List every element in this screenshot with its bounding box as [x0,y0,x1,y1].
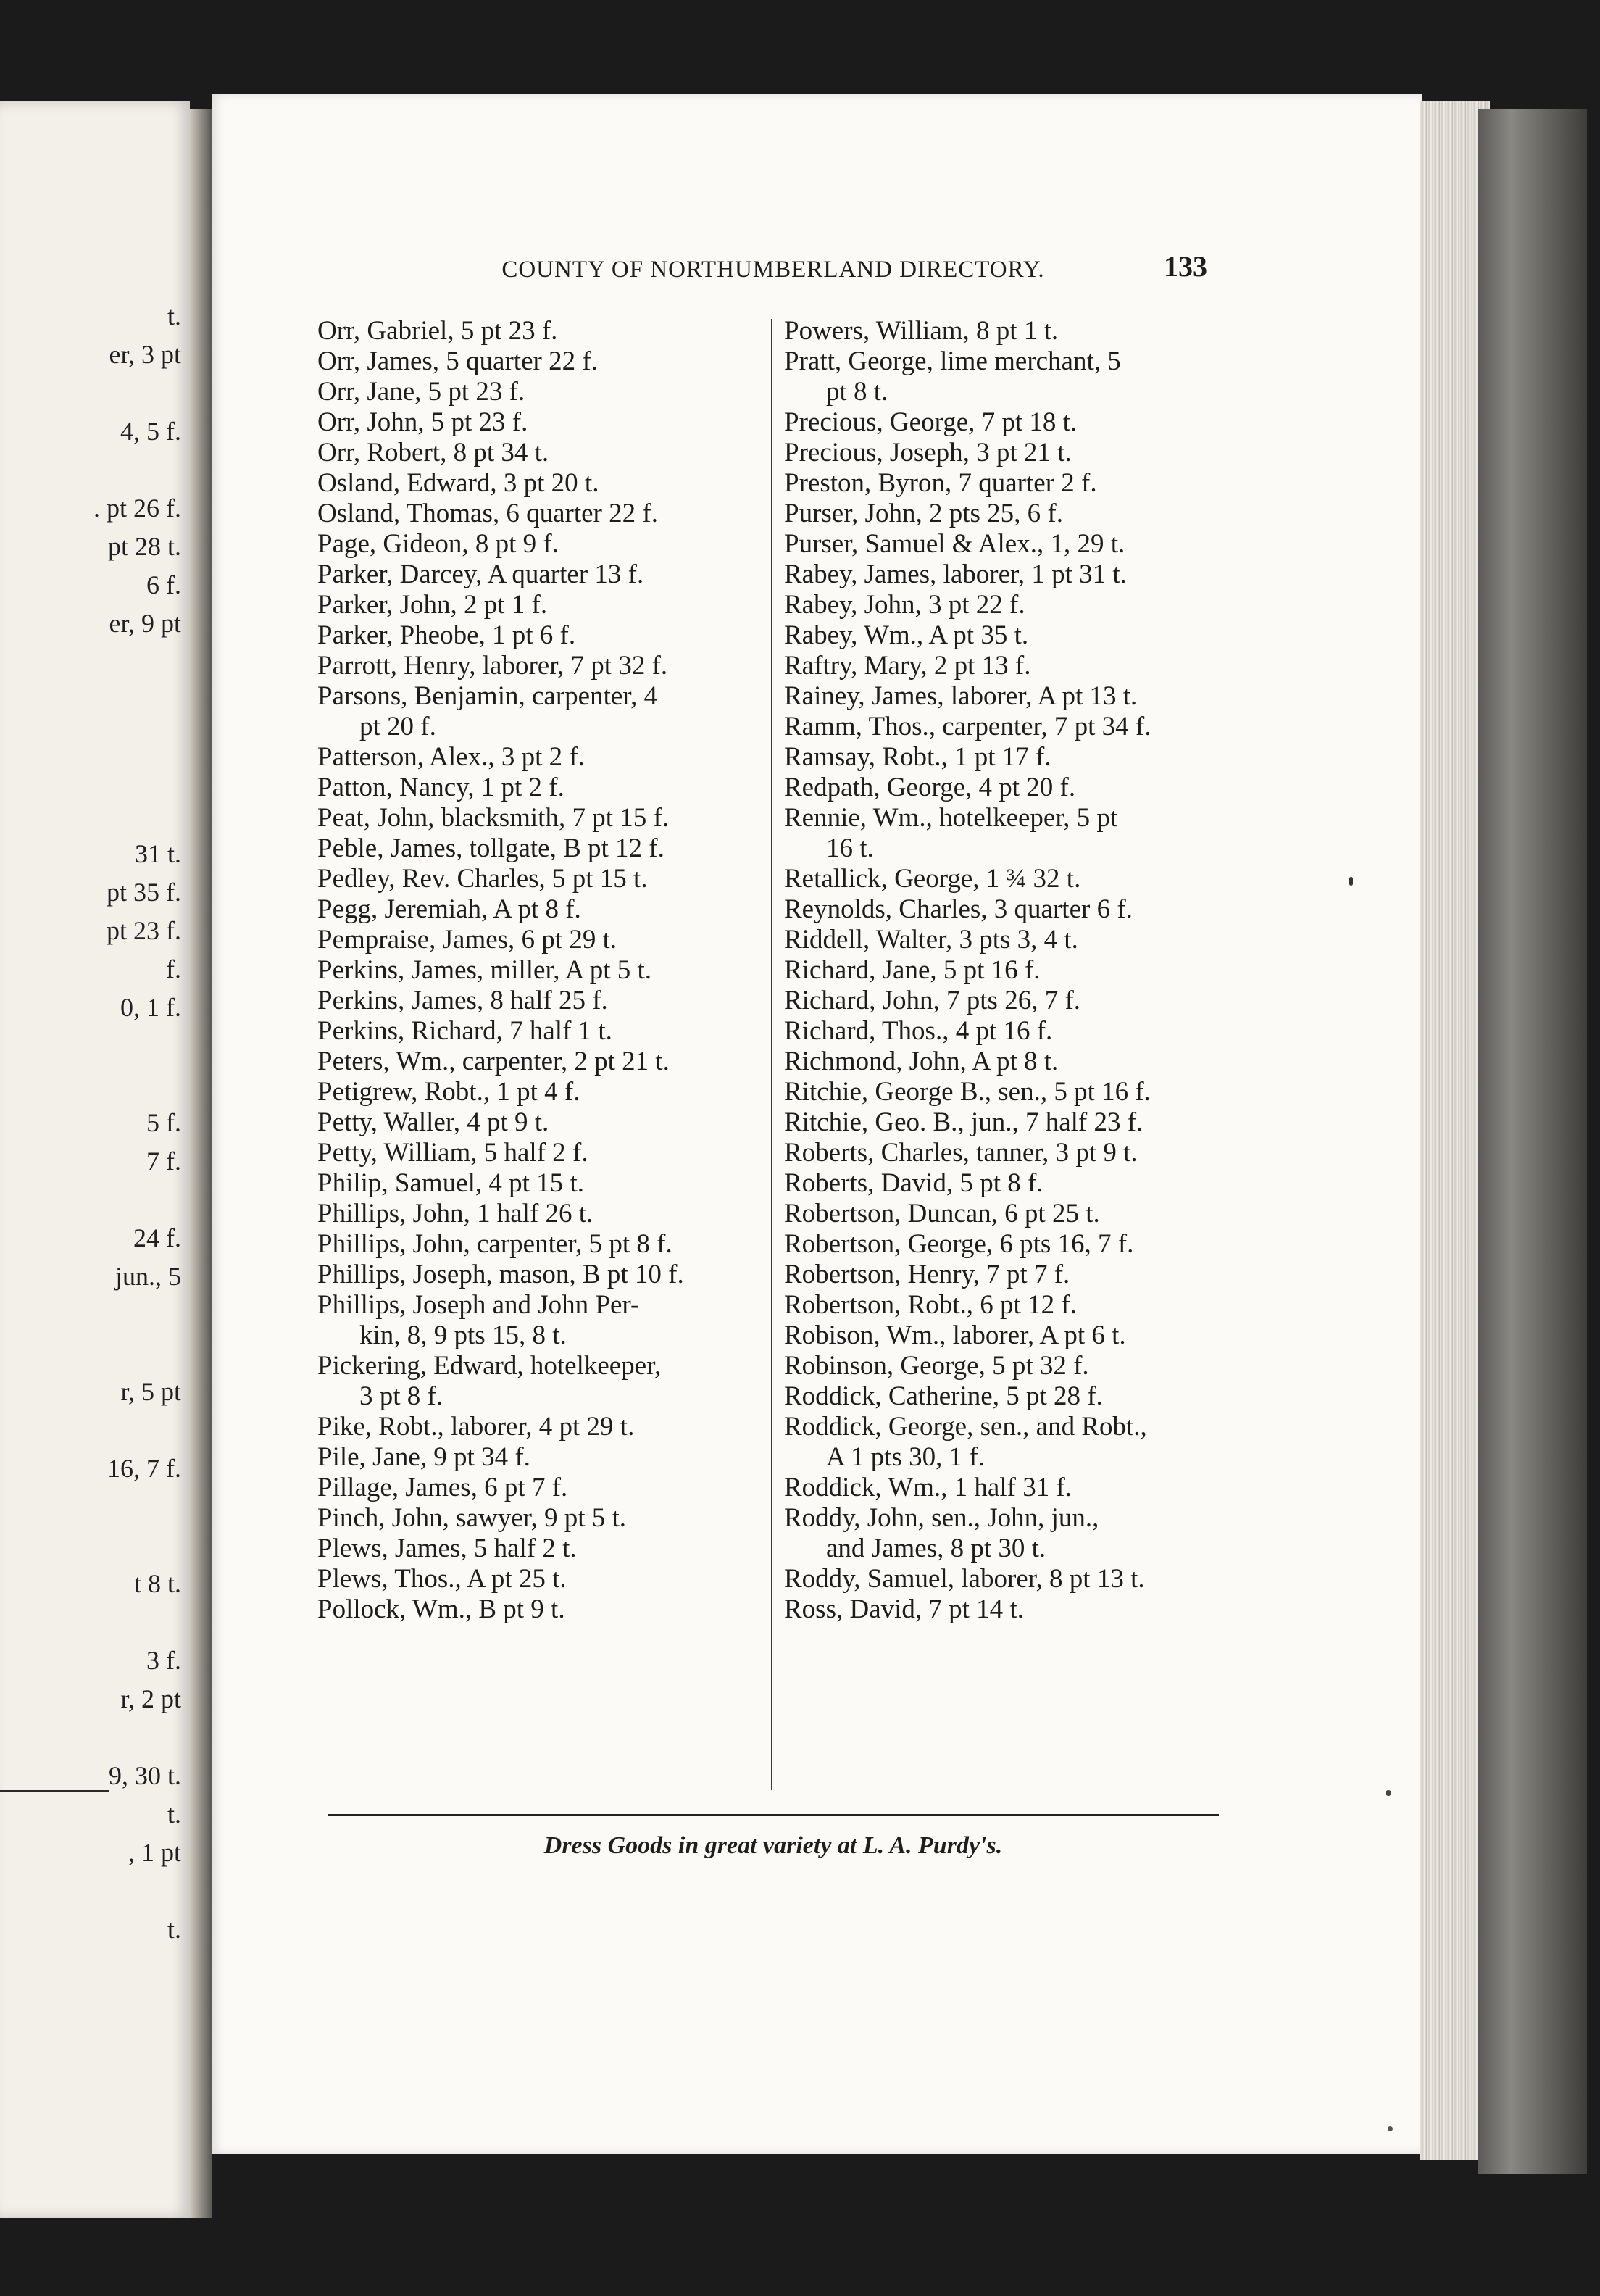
directory-entry [317,1047,764,1077]
footer-rule [328,1814,1219,1816]
directory-entry [317,407,764,438]
directory-entry [317,346,764,377]
directory-entry [784,1199,1219,1229]
entry-line: Pile, Jane, 9 pt 34 f. [317,1442,530,1472]
entry-line: Patton, Nancy, 1 pt 2 f. [317,773,564,802]
left-fragment-line: er, 3 pt [109,340,181,369]
left-fragment-line [0,1065,181,1104]
left-fragment-line [0,451,181,489]
directory-entry [317,560,764,590]
entry-continuation: pt 20 f. [359,712,436,741]
directory-entry [317,1564,764,1594]
directory-entry [317,1412,764,1442]
entry-line: Purser, Samuel & Alex., 1, 29 t. [784,529,1125,559]
entry-line: Phillips, Joseph, mason, B pt 10 f. [317,1260,684,1289]
entry-line: Petty, William, 5 half 2 f. [317,1138,588,1168]
directory-entry [784,681,1219,712]
directory-entry [317,955,764,986]
entry-line: Phillips, Joseph and John Per- [317,1290,640,1320]
directory-entry [784,1138,1219,1168]
left-fragment-line: jun., 5 [114,1262,181,1291]
entry-line: Pike, Robt., laborer, 4 pt 29 t. [317,1412,635,1442]
left-fragment-line [0,643,181,681]
directory-entry [317,499,764,529]
directory-entry [784,925,1219,955]
directory-entry [784,742,1219,773]
directory-entry [784,1320,1219,1351]
left-fragment-line: r, 2 pt [120,1684,181,1713]
directory-entry [317,1260,764,1290]
entry-line: Richmond, John, A pt 8 t. [784,1047,1059,1076]
left-fragment-line: 31 t. [134,839,181,868]
entry-line: Orr, John, 5 pt 23 f. [317,407,528,437]
entry-line: Orr, Jane, 5 pt 23 f. [317,377,525,407]
entry-line: Ramm, Thos., carpenter, 7 pt 34 f. [784,712,1151,741]
running-head: COUNTY OF NORTHUMBERLAND DIRECTORY. [501,257,1045,283]
entry-line: Rennie, Wm., hotelkeeper, 5 pt [784,803,1118,833]
entry-continuation: 16 t. [826,833,874,863]
entry-line: Pempraise, James, 6 pt 29 t. [317,925,617,954]
entry-line: Perkins, Richard, 7 half 1 t. [317,1016,612,1046]
entry-line: Ross, David, 7 pt 14 t. [784,1594,1024,1624]
scan-speck [1388,2126,1393,2131]
directory-entry [317,681,764,742]
directory-entry [317,590,764,620]
left-fragment-line: . pt 26 f. [93,494,181,523]
left-fragment-line: 24 f. [133,1223,181,1252]
directory-entry [784,346,1219,407]
entry-line: Pillage, James, 6 pt 7 f. [317,1473,568,1502]
entry-line: Rabey, Wm., A pt 35 t. [784,620,1029,650]
left-fragment-line [0,1488,181,1526]
entry-line: Orr, James, 5 quarter 22 f. [317,346,598,376]
directory-entry [784,1290,1219,1320]
left-fragment-line: t. [167,1915,181,1944]
left-fragment-line: pt 35 f. [107,878,181,907]
entry-line: Parsons, Benjamin, carpenter, 4 [317,681,658,711]
entry-line: Parrott, Henry, laborer, 7 pt 32 f. [317,651,668,681]
entry-line: Ramsay, Robt., 1 pt 17 f. [784,742,1051,772]
directory-entry [784,1381,1219,1412]
entry-line: Osland, Thomas, 6 quarter 22 f. [317,499,658,528]
left-fragment-line: pt 23 f. [107,916,181,945]
left-fragment-line: r, 5 pt [120,1377,181,1406]
entry-continuation: pt 8 t. [826,377,888,407]
directory-entry [317,1534,764,1564]
directory-entry [784,560,1219,590]
entry-line: Powers, William, 8 pt 1 t. [784,316,1059,346]
directory-entry [317,803,764,833]
directory-entry [317,1290,764,1351]
directory-entry [784,986,1219,1016]
entry-line: Redpath, George, 4 pt 20 f. [784,773,1076,802]
entry-continuation: 3 pt 8 f. [359,1381,443,1411]
left-fragment-line: t. [167,301,181,330]
directory-entry [784,1047,1219,1077]
entry-line: Purser, John, 2 pts 25, 6 f. [784,499,1063,528]
entry-line: Orr, Robert, 8 pt 34 t. [317,438,549,467]
entry-line: Philip, Samuel, 4 pt 15 t. [317,1168,584,1198]
left-fragment-line: 16, 7 f. [107,1454,181,1483]
directory-entry [317,1442,764,1473]
directory-entry [784,1412,1219,1473]
page-number: 133 [1164,250,1207,283]
entry-line: Phillips, John, 1 half 26 t. [317,1199,593,1228]
entry-line: Roddick, Wm., 1 half 31 f. [784,1473,1072,1502]
directory-column-right [784,316,1219,1625]
entry-line: Petty, Waller, 4 pt 9 t. [317,1107,549,1137]
left-fragment-line [0,1334,181,1373]
entry-line: Parker, Darcey, A quarter 13 f. [317,560,644,589]
directory-entry [317,1168,764,1199]
directory-entry [784,316,1219,346]
entry-line: Pegg, Jeremiah, A pt 8 f. [317,894,581,924]
entry-line: Robertson, Robt., 6 pt 12 f. [784,1290,1077,1320]
left-fragment-line [0,796,181,835]
directory-entry [317,742,764,773]
directory-entry [784,894,1219,925]
entry-line: Riddell, Walter, 3 pts 3, 4 t. [784,925,1078,954]
directory-entry [317,377,764,407]
entry-line: Peters, Wm., carpenter, 2 pt 21 t. [317,1047,670,1076]
entry-line: Plews, James, 5 half 2 t. [317,1534,577,1563]
entry-line: Roddy, Samuel, laborer, 8 pt 13 t. [784,1564,1145,1594]
directory-entry [784,499,1219,529]
directory-entry [784,1229,1219,1260]
directory-entry [317,620,764,651]
left-fragment-line [0,1411,181,1449]
left-fragment-line [0,1603,181,1642]
entry-line: Robertson, Henry, 7 pt 7 f. [784,1260,1070,1289]
entry-line: Peat, John, blacksmith, 7 pt 15 f. [317,803,670,833]
left-fragment-line: , 1 pt [128,1838,181,1867]
directory-entry [784,1260,1219,1290]
entry-line: Page, Gideon, 8 pt 9 f. [317,529,559,559]
directory-entry [784,864,1219,894]
directory-entry [784,1351,1219,1381]
left-fragment-line [0,1296,181,1334]
left-fragment-line: t 8 t. [133,1569,181,1598]
entry-line: Pickering, Edward, hotelkeeper, [317,1351,662,1381]
entry-continuation: A 1 pts 30, 1 f. [826,1442,985,1472]
entry-line: Pollock, Wm., B pt 9 t. [317,1594,565,1624]
directory-entry [784,773,1219,803]
book-cover-edge [1478,109,1587,2174]
entry-line: Pedley, Rev. Charles, 5 pt 15 t. [317,864,648,894]
entry-line: Parker, Pheobe, 1 pt 6 f. [317,620,576,650]
entry-line: Petigrew, Robt., 1 pt 4 f. [317,1077,580,1107]
left-fragment-line [0,1718,181,1757]
entry-line: Rainey, James, laborer, A pt 13 t. [784,681,1138,711]
left-page-text-fragment [0,297,181,1949]
entry-line: Preston, Byron, 7 quarter 2 f. [784,468,1097,498]
footer-advertisement: Dress Goods in great variety at L. A. Purdy's. [543,1832,1003,1859]
entry-line: Pratt, George, lime merchant, 5 [784,346,1121,376]
directory-entry [317,894,764,925]
left-fragment-line: 7 f. [146,1147,181,1176]
directory-entry [317,651,764,681]
left-fragment-line [0,1027,181,1065]
left-fragment-line [0,1872,181,1910]
entry-continuation: kin, 8, 9 pts 15, 8 t. [359,1320,567,1350]
left-fragment-line: 9, 30 t. [108,1761,181,1790]
entry-line: Roddy, John, sen., John, jun., [784,1503,1099,1533]
directory-entry [784,1077,1219,1107]
directory-entry [784,529,1219,560]
directory-entry [317,1138,764,1168]
entry-line: Phillips, John, carpenter, 5 pt 8 f. [317,1229,672,1259]
column-divider [771,319,772,1790]
directory-entry [317,468,764,499]
directory-entry [784,712,1219,742]
directory-entry [317,773,764,803]
directory-entry [317,1107,764,1138]
entry-line: Roddick, Catherine, 5 pt 28 f. [784,1381,1103,1411]
directory-entry [784,620,1219,651]
directory-entry [784,651,1219,681]
left-fragment-line: 6 f. [146,570,181,599]
entry-line: Ritchie, Geo. B., jun., 7 half 23 f. [784,1107,1143,1137]
left-fragment-line: pt 28 t. [107,532,181,561]
left-fragment-line: f. [166,954,181,983]
entry-line: Rabey, James, laborer, 1 pt 31 t. [784,560,1127,589]
entry-line: Perkins, James, miller, A pt 5 t. [317,955,652,985]
entry-line: Richard, Thos., 4 pt 16 f. [784,1016,1053,1046]
entry-line: Robertson, Duncan, 6 pt 25 t. [784,1199,1100,1228]
entry-line: Rabey, John, 3 pt 22 f. [784,590,1025,620]
scan-speck [1349,877,1353,886]
directory-entry [784,590,1219,620]
directory-entry [317,986,764,1016]
directory-entry [784,1503,1219,1564]
entry-line: Richard, Jane, 5 pt 16 f. [784,955,1041,985]
entry-line: Retallick, George, 1 ¾ 32 t. [784,864,1081,894]
directory-entry [317,1077,764,1107]
directory-entry [784,1107,1219,1138]
directory-entry [317,529,764,560]
directory-entry [317,1473,764,1503]
entry-line: Precious, George, 7 pt 18 t. [784,407,1078,437]
directory-entry [317,925,764,955]
entry-line: Roddick, George, sen., and Robt., [784,1412,1147,1442]
directory-entry [317,1594,764,1625]
entry-line: Roberts, Charles, tanner, 3 pt 9 t. [784,1138,1138,1168]
directory-entry [317,1199,764,1229]
entry-line: Robertson, George, 6 pts 16, 7 f. [784,1229,1134,1259]
directory-entry [784,1016,1219,1047]
directory-entry [784,1564,1219,1594]
directory-entry [784,1168,1219,1199]
left-fragment-line: er, 9 pt [109,609,181,638]
left-fragment-line: 3 f. [146,1646,181,1675]
left-fragment-line [0,720,181,758]
gutter [190,109,212,2218]
directory-entry [317,864,764,894]
left-fragment-line [0,681,181,720]
entry-line: Robinson, George, 5 pt 32 f. [784,1351,1089,1381]
entry-line: Ritchie, George B., sen., 5 pt 16 f. [784,1077,1151,1107]
directory-entry [317,316,764,346]
left-page-rule [0,1790,109,1792]
directory-entry [784,955,1219,986]
directory-entry [784,438,1219,468]
left-fragment-line: 0, 1 f. [120,993,181,1022]
entry-line: Patterson, Alex., 3 pt 2 f. [317,742,585,772]
entry-line: Parker, John, 2 pt 1 f. [317,590,548,620]
left-fragment-line: t. [167,1800,181,1829]
directory-entry [784,407,1219,438]
entry-continuation: and James, 8 pt 30 t. [826,1534,1046,1563]
entry-line: Orr, Gabriel, 5 pt 23 f. [317,316,558,346]
entry-line: Perkins, James, 8 half 25 f. [317,986,608,1015]
directory-entry [317,438,764,468]
directory-entry [784,1473,1219,1503]
entry-line: Peble, James, tollgate, B pt 12 f. [317,833,664,863]
directory-entry [317,1229,764,1260]
directory-entry [784,803,1219,864]
scan-speck [1386,1790,1391,1796]
left-fragment-line [0,1526,181,1565]
directory-entry [784,468,1219,499]
left-fragment-line [0,1181,181,1219]
entry-line: Pinch, John, sawyer, 9 pt 5 t. [317,1503,627,1533]
left-fragment-line [0,374,181,412]
directory-entry [317,1503,764,1534]
directory-entry [317,1016,764,1047]
entry-line: Osland, Edward, 3 pt 20 t. [317,468,599,498]
entry-line: Roberts, David, 5 pt 8 f. [784,1168,1043,1198]
directory-entry [317,833,764,864]
entry-line: Raftry, Mary, 2 pt 13 f. [784,651,1031,681]
entry-line: Richard, John, 7 pts 26, 7 f. [784,986,1081,1015]
left-fragment-line: 5 f. [146,1108,181,1137]
directory-entry [784,1594,1219,1625]
entry-line: Robison, Wm., laborer, A pt 6 t. [784,1320,1126,1350]
left-fragment-line [0,758,181,796]
entry-line: Reynolds, Charles, 3 quarter 6 f. [784,894,1133,924]
left-fragment-line: 4, 5 f. [120,417,181,446]
entry-line: Precious, Joseph, 3 pt 21 t. [784,438,1072,467]
directory-entry [317,1351,764,1412]
entry-line: Plews, Thos., A pt 25 t. [317,1564,567,1594]
directory-column-left [317,316,764,1625]
